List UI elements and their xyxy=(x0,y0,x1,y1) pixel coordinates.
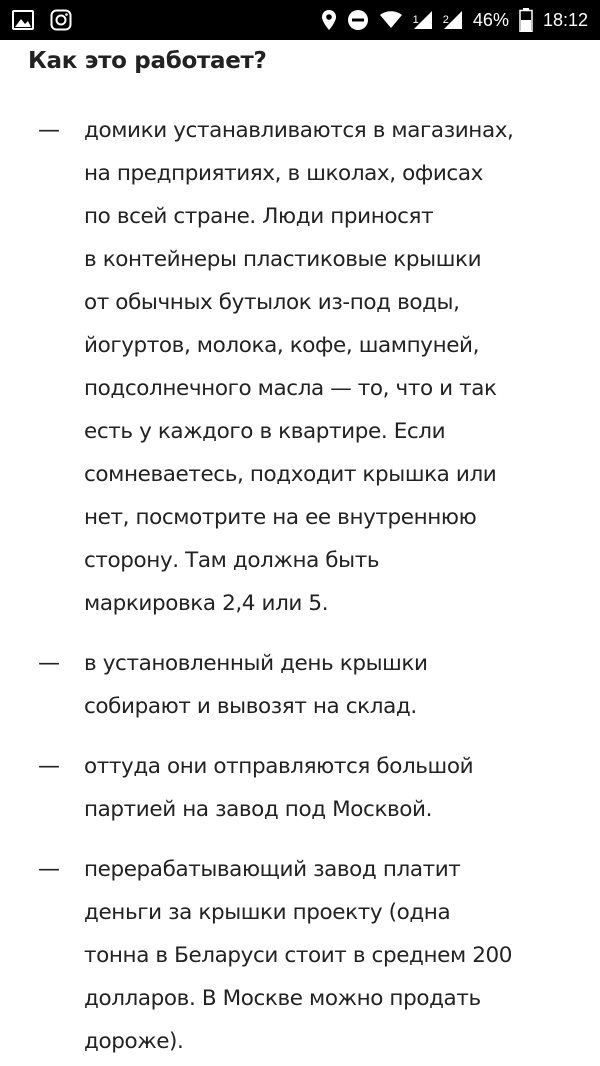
text-line: оттуда они отправляются большой xyxy=(84,754,474,779)
list-dash: — xyxy=(38,754,60,779)
list-item-text xyxy=(84,745,584,831)
text-line: подсолнечного масла — то, что и так xyxy=(84,376,497,401)
status-bar xyxy=(0,0,600,40)
text-line: нет, посмотрите на ее внутреннюю xyxy=(84,505,477,530)
sim2-label: 2 xyxy=(442,14,449,26)
text-line: на предприятиях, в школах, офисах xyxy=(84,161,483,186)
location-icon xyxy=(321,9,337,31)
list-item xyxy=(0,642,600,728)
status-bar-left xyxy=(12,9,72,31)
text-line: тонна в Беларуси стоит в среднем 200 xyxy=(84,943,513,968)
text-line: маркировка 2,4 или 5. xyxy=(84,591,329,616)
sim1-label: 1 xyxy=(412,14,419,26)
status-bar-right xyxy=(321,8,588,32)
list-dash: — xyxy=(38,857,60,882)
list-item xyxy=(0,848,600,1063)
page-title: Как это работает? xyxy=(28,48,267,74)
text-line: в установленный день крышки xyxy=(84,651,428,676)
text-line: есть у каждого в квартире. Если xyxy=(84,419,446,444)
list-item-text xyxy=(84,848,584,1063)
text-line: сомневаетесь, подходит крышка или xyxy=(84,462,497,487)
list-item-text xyxy=(84,642,584,728)
list-dash: — xyxy=(38,651,60,676)
steps-list xyxy=(0,109,600,1066)
list-item xyxy=(0,109,600,625)
article-content xyxy=(0,40,600,1066)
text-line: домики устанавливаются в магазинах, xyxy=(84,118,514,143)
text-line: перерабатывающий завод платит xyxy=(84,857,461,882)
signal-icon xyxy=(413,10,433,30)
text-line: сторону. Там должна быть xyxy=(84,548,380,573)
text-line: дороже). xyxy=(84,1029,184,1054)
instagram-icon xyxy=(50,9,72,31)
signal-icon-2 xyxy=(443,10,463,30)
list-dash: — xyxy=(38,118,60,143)
text-line: по всей стране. Люди приносят xyxy=(84,204,434,229)
text-line: йогуртов, молока, кофе, шампуней, xyxy=(84,333,480,358)
clock: 18:12 xyxy=(542,9,588,30)
wifi-icon xyxy=(379,10,403,30)
do-not-disturb-icon xyxy=(347,9,369,31)
battery-percent: 46% xyxy=(472,9,509,30)
text-line: долларов. В Москве можно продать xyxy=(84,986,481,1011)
text-line: в контейнеры пластиковые крышки xyxy=(84,247,482,272)
battery-icon xyxy=(519,8,533,32)
gallery-icon xyxy=(12,10,34,30)
text-line: деньги за крышки проекту (одна xyxy=(84,900,451,925)
list-item-text xyxy=(84,109,584,625)
text-line: от обычных бутылок из-под воды, xyxy=(84,290,460,315)
text-line: собирают и вывозят на склад. xyxy=(84,694,417,719)
list-item xyxy=(0,745,600,831)
text-line: партией на завод под Москвой. xyxy=(84,797,433,822)
